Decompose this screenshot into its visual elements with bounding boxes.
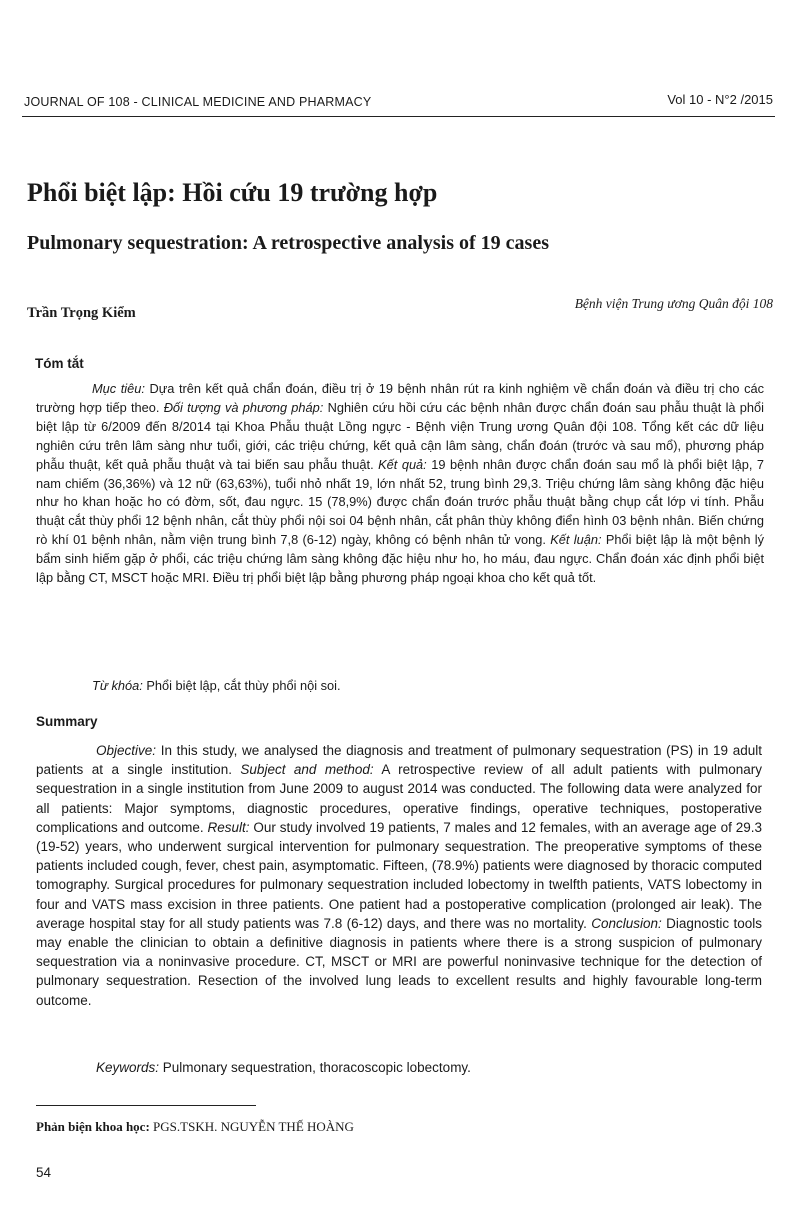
result-label: Result: bbox=[207, 819, 250, 835]
method-text: Nghiên cứu hồi cứu các bệnh nhân được chẩn đoán sau phẫu thuật là phổi biệt lập từ 6/2009 đến 8/2014 tại Khoa Phẫu thuật Lồng ngực - Bệnh viện Trung ương Quân đội 108. Tổng kết các dữ liệu nghiên cứu trên lâm sàng như tuổi, giới, các triệu chứng, kết quả cận lâm sàng, chẩn đoán (trước và sau mổ), phương pháp phẫu thuật, kết quả phẫu thuật và tai biến sau phẫu thuật. bbox=[36, 399, 764, 472]
volume-issue: Vol 10 - N°2 /2015 bbox=[667, 92, 773, 107]
author-name: Trần Trọng Kiểm bbox=[27, 305, 136, 321]
keywords-en bbox=[36, 1058, 762, 1077]
journal-name: JOURNAL OF 108 - CLINICAL MEDICINE AND PHARMACY bbox=[24, 95, 372, 109]
result-label: Kết quả: bbox=[378, 456, 427, 472]
footnote-rule bbox=[36, 1105, 256, 1106]
keywords-label: Từ khóa: bbox=[92, 678, 143, 693]
reviewer-label: Phản biện khoa học: bbox=[36, 1119, 150, 1134]
method-label: Subject and method: bbox=[240, 762, 374, 778]
conclusion-label: Conclusion: bbox=[591, 915, 662, 931]
method-label: Đối tượng và phương pháp: bbox=[163, 399, 324, 415]
abstract-en-heading: Summary bbox=[36, 714, 98, 729]
abstract-en-body bbox=[36, 741, 762, 1010]
title-vietnamese: Phổi biệt lập: Hồi cứu 19 trường hợp bbox=[27, 178, 438, 207]
keywords-text: Pulmonary sequestration, thoracoscopic lobectomy. bbox=[159, 1060, 471, 1075]
objective-label: Objective: bbox=[96, 743, 157, 758]
conclusion-label: Kết luận: bbox=[550, 532, 602, 548]
keywords-text: Phổi biệt lập, cắt thùy phổi nội soi. bbox=[142, 678, 341, 693]
author-affiliation: Bệnh viện Trung ương Quân đội 108 bbox=[574, 296, 773, 311]
objective-label: Mục tiêu: bbox=[92, 381, 145, 396]
objective-text: Dựa trên kết quả chẩn đoán, điều trị ở 19 bệnh nhân rút ra kinh nghiệm về chẩn đoán và điều trị cho các trường hợp tiếp theo. bbox=[36, 381, 765, 415]
reviewer-name: PGS.TSKH. NGUYỄN THẾ HOÀNG bbox=[149, 1119, 354, 1134]
title-english: Pulmonary sequestration: A retrospective analysis of 19 cases bbox=[27, 232, 550, 254]
conclusion-text: Diagnostic tools may enable the clinician to obtain a definitive diagnosis in patients where there is a strong suspicion of pulmonary sequestration via a noninvasive procedure. CT, MSCT or MRI are powerful noninvasive technique for the detection of pulmonary sequestration. Resection of the involved lung leads to excellent results and highly favourable long-term outcome. bbox=[36, 915, 762, 1008]
page-number: 54 bbox=[36, 1165, 52, 1180]
result-text: Our study involved 19 patients, 7 males and 12 females, with an average age of 29.3 (19-52) years, who underwent surgical intervention for pulmonary sequestration. The preoperative symptoms of these patients included cough, fever, chest pain, asymptomatic. Fifteen, (78.9%) patients were diagnosed by thoracic computed tomography. Surgical procedures for pulmonary sequestration included lobectomy in twelfth patients, VATS lobectomy in four and VATS mass excision in three patients. One patient had a postoperative complication (prolonged air leak). The average hospital stay for all study patients was 7.8 (6-12) days, and there was no mortality. bbox=[36, 819, 762, 931]
conclusion-text: Phổi biệt lập là một bệnh lý bẩm sinh hiếm gặp ở phổi, các triệu chứng lâm sàng không đặc hiệu như ho, ho máu, đau ngực. Chẩn đoán xác định phổi biệt lập bằng CT, MSCT hoặc MRI. Điều trị phổi biệt lập bằng phương pháp ngoại khoa cho kết quả tốt. bbox=[36, 532, 765, 586]
footnote-reviewer bbox=[36, 1119, 354, 1135]
keywords-vi bbox=[36, 677, 764, 696]
header-rule bbox=[22, 116, 775, 117]
objective-text: In this study, we analysed the diagnosis and treatment of pulmonary sequestration (PS) in 19 adult patients at a single institution. bbox=[36, 743, 762, 778]
keywords-label: Keywords: bbox=[96, 1060, 160, 1075]
abstract-vi-heading: Tóm tắt bbox=[35, 356, 84, 371]
abstract-vi-body bbox=[36, 380, 764, 588]
result-text: 19 bệnh nhân được chẩn đoán sau mổ là phổi biệt lập, 7 nam chiếm (36,36%) và 12 nữ (63,63%), tuổi nhỏ nhất 19, lớn nhất 52, trung bình 29,3. Triệu chứng lâm sàng không đặc hiệu như ho khan hoặc ho có đờm, sốt, đau ngực. 15 (78,9%) được chẩn đoán trước phẫu thuật bằng chụp cắt lớp vi tính. Phẫu thuật cắt thùy phổi 12 bệnh nhân, cắt thùy phổi nội soi 04 bệnh nhân, cắt phân thùy không điển hình 03 bệnh nhân. Biến chứng rò khí 01 bệnh nhân, nằm viện trung bình 7,8 (6-12) ngày, không có bệnh nhân tử vong. bbox=[36, 456, 764, 548]
method-text: A retrospective review of all adult patients with pulmonary sequestration in a single institution from June 2009 to august 2014 was conducted. The following data were analyzed for all patients: Major symptoms, diagnostic procedures, operative findings, operative techniques, postoperative complications and outcome. bbox=[36, 762, 763, 835]
